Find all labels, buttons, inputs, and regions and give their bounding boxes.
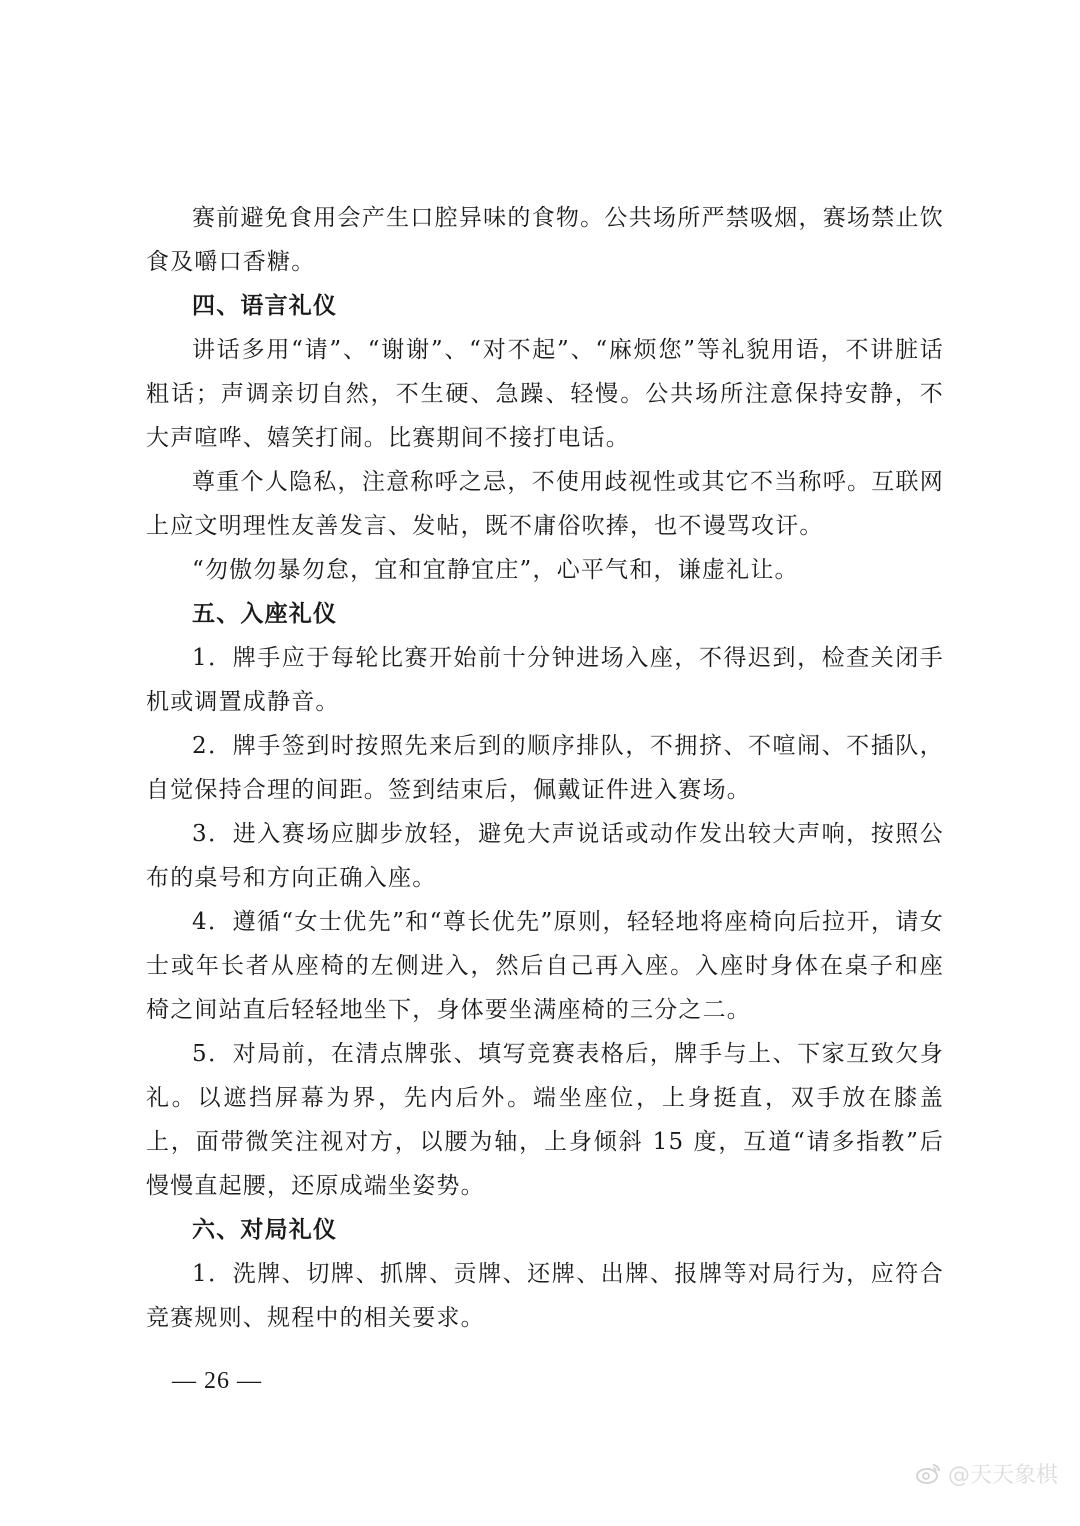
paragraph: 赛前避免食用会产生口腔异味的食物。公共场所严禁吸烟，赛场禁止饮食及嚼口香糖。 bbox=[146, 205, 944, 275]
list-item: 5．对局前，在清点牌张、填写竞赛表格后，牌手与上、下家互致欠身礼。以遮挡屏幕为界，先内后外。端坐座位，上身挺直，双手放在膝盖上，面带微笑注视对方，以腰为轴，上身倾斜 15 度，互道“请多指教”后慢慢直起腰，还原成端坐姿势。 bbox=[146, 1041, 944, 1199]
watermark-text: @天天象棋 bbox=[947, 1463, 1058, 1488]
document-body bbox=[146, 196, 944, 1340]
section-heading: 六、对局礼仪 bbox=[192, 1217, 338, 1243]
paragraph: “勿傲勿暴勿怠，宜和宜静宜庄”，心平气和，谦虚礼让。 bbox=[192, 557, 799, 583]
section-heading: 五、入座礼仪 bbox=[192, 601, 338, 627]
weibo-logo-icon bbox=[916, 1461, 942, 1487]
list-item: 3．进入赛场应脚步放轻，避免大声说话或动作发出较大声响，按照公布的桌号和方向正确入座。 bbox=[146, 821, 944, 891]
watermark bbox=[916, 1458, 1058, 1489]
page-number: — 26 — bbox=[172, 1368, 262, 1394]
paragraph: 尊重个人隐私，注意称呼之忌，不使用歧视性或其它不当称呼。互联网上应文明理性友善发言、发帖，既不庸俗吹捧，也不谩骂攻讦。 bbox=[146, 469, 944, 539]
list-item: 1．洗牌、切牌、抓牌、贡牌、还牌、出牌、报牌等对局行为，应符合竞赛规则、规程中的相关要求。 bbox=[146, 1261, 944, 1331]
paragraph: 讲话多用“请”、“谢谢”、“对不起”、“麻烦您”等礼貌用语，不讲脏话粗话；声调亲切自然，不生硬、急躁、轻慢。公共场所注意保持安静，不大声喧哗、嬉笑打闹。比赛期间不接打电话。 bbox=[146, 337, 944, 451]
section-heading: 四、语言礼仪 bbox=[192, 293, 338, 319]
list-item: 2．牌手签到时按照先来后到的顺序排队，不拥挤、不喧闹、不插队，自觉保持合理的间距。签到结束后，佩戴证件进入赛场。 bbox=[146, 733, 944, 803]
list-item: 1．牌手应于每轮比赛开始前十分钟进场入座，不得迟到，检查关闭手机或调置成静音。 bbox=[146, 645, 944, 715]
list-item: 4．遵循“女士优先”和“尊长优先”原则，轻轻地将座椅向后拉开，请女士或年长者从座椅的左侧进入，然后自己再入座。入座时身体在桌子和座椅之间站直后轻轻地坐下，身体要坐满座椅的三分之二。 bbox=[146, 909, 944, 1023]
